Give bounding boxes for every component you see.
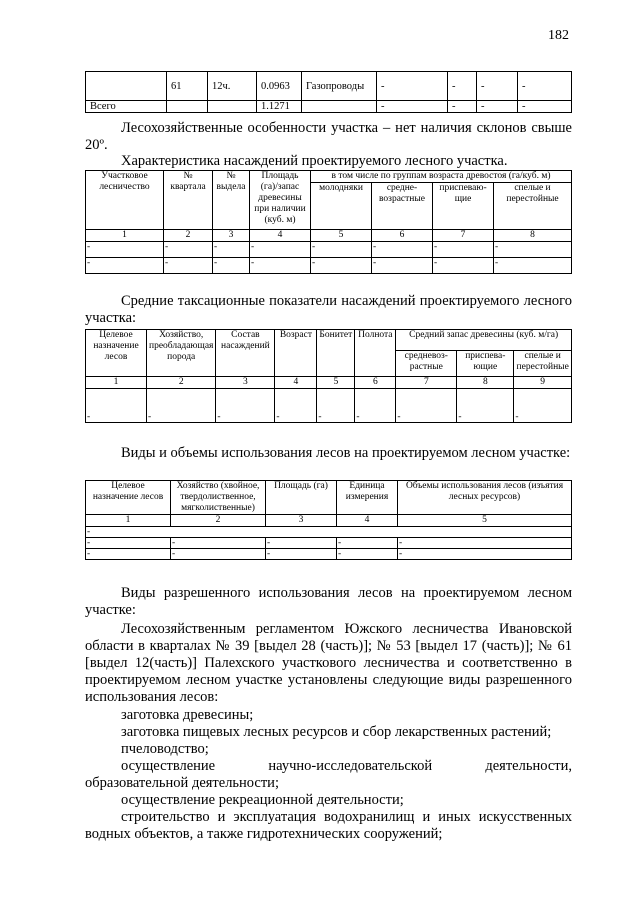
average-indicators-paragraph: Средние таксационные показатели насаждений проектируемого лесного участка: (85, 293, 572, 326)
table-row: - - - - - - - - - (86, 389, 572, 423)
column-numbers-row: 1 2 3 4 5 (86, 515, 572, 527)
table-row: - - - - - (86, 549, 572, 560)
average-indicators-table: Целевое назначение лесов Хозяйство, преобладающая порода Состав насаждений Возраст Бонитет Полнота Средний запас древесины (куб. м/га) средневоз-растные приспева-ющие спелые и перестойные 1 2 3 4 5 6 7 8 9 - - - - - - - - - (85, 329, 572, 423)
table-row: 61 12ч. 0.0963 Газопроводы - - - - (86, 72, 572, 101)
table-row: Всего 1.1271 - - - - (86, 101, 572, 113)
table-row: - - - - - (86, 538, 572, 549)
list-item: заготовка пищевых лесных ресурсов и сбор лекарственных растений; (121, 724, 552, 740)
slopes-paragraph: Лесохозяйственные особенности участка – нет наличия склонов свыше 20º. (85, 120, 572, 153)
table-row: - - - - - - - - (86, 258, 572, 274)
list-item: заготовка древесины; (121, 707, 254, 723)
table-row: - - - - - - - - (86, 242, 572, 258)
list-item: пчеловодство; (121, 741, 209, 757)
list-item: осуществление научно-исследовательской деятельности, образовательной деятельности; (85, 758, 572, 791)
permitted-uses-list (85, 707, 572, 843)
list-item: осуществление рекреационной деятельности; (121, 792, 404, 808)
usage-types-paragraph: Виды и объемы использования лесов на проектируемом лесном участке: (121, 445, 571, 461)
list-item: строительство и эксплуатация водохранилищ и иных искусственных водных объектов, а также гидротехнических сооружений; (85, 809, 572, 842)
table-row: - (86, 527, 572, 538)
permitted-uses-paragraph: Виды разрешенного использования лесов на проектируемом лесном участке: (85, 585, 572, 618)
page-number: 182 (548, 28, 569, 43)
table1-heading: Характеристика насаждений проектируемого лесного участка. (121, 153, 508, 169)
regulation-paragraph: Лесохозяйственным регламентом Южского лесничества Ивановской области в кварталах № 39 [выдел 28 (часть)]; № 53 [выдел 17 (часть)]; № 61 [выдел 12(часть)] Палехского участкового лесничества и соответственно в проектируемом лесном участке установлены следующие виды разрешенного использования лесов: (85, 621, 572, 705)
usage-volumes-table: Целевое назначение лесов Хозяйство (хвойное, твердолиственное, мягколиственные) Площадь (га) Единица измерения Объемы использования лесов (изъятия лесных ресурсов) 1 2 3 4 5 - - - - - - - - - - - (85, 480, 572, 560)
column-numbers-row: 1 2 3 4 5 6 7 8 9 (86, 377, 572, 389)
stand-characteristics-table: Участковое лесничество № квартала № выдела Площадь (га)/запас древесины при наличии (куб. м) в том числе по группам возраста древостоя (га/куб. м) молодняки средне-возрастные приспеваю-щие спелые и перестойные 1 2 3 4 5 6 7 8 - - - - - - - - - - - - - - - - (85, 170, 572, 274)
column-numbers-row: 1 2 3 4 5 6 7 8 (86, 230, 572, 242)
continuation-table (85, 71, 572, 113)
